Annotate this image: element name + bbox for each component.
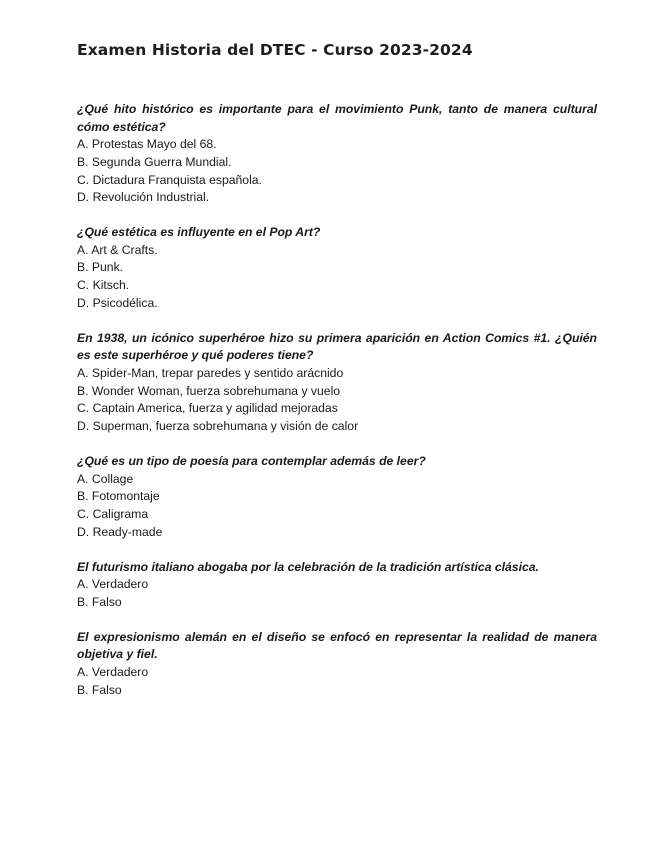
question-3 bbox=[77, 330, 597, 436]
answer-options bbox=[77, 576, 597, 612]
question-text: El expresionismo alemán en el diseño se enfocó en representar la realidad de manera objetiva y fiel. bbox=[77, 629, 597, 662]
answer-options bbox=[77, 242, 597, 313]
option-d: D. Superman, fuerza sobrehumana y visión de calor bbox=[77, 419, 359, 434]
question-list bbox=[77, 101, 597, 716]
question-4 bbox=[77, 453, 597, 542]
option-a: A. Verdadero bbox=[77, 664, 149, 679]
document-title: Examen Historia del DTEC - Curso 2023-2024 bbox=[77, 41, 473, 59]
option-b: B. Fotomontaje bbox=[77, 489, 160, 504]
option-b: B. Wonder Woman, fuerza sobrehumana y vuelo bbox=[77, 383, 341, 398]
question-text: En 1938, un icónico superhéroe hizo su primera aparición en Action Comics #1. ¿Quién es este superhéroe y qué poderes tiene? bbox=[77, 330, 597, 363]
option-a: A. Collage bbox=[77, 471, 134, 486]
option-c: C. Dictadura Franquista española. bbox=[77, 172, 262, 187]
answer-options bbox=[77, 664, 597, 700]
option-d: D. Psicodélica. bbox=[77, 296, 158, 311]
option-d: D. Ready-made bbox=[77, 524, 163, 539]
question-text: ¿Qué hito histórico es importante para el movimiento Punk, tanto de manera cultural cómo estética? bbox=[77, 102, 597, 134]
answer-options bbox=[77, 365, 597, 436]
question-2 bbox=[77, 224, 597, 313]
question-text: El futurismo italiano abogaba por la celebración de la tradición artística clásica. bbox=[77, 559, 539, 574]
option-c: C. Kitsch. bbox=[77, 278, 130, 293]
option-c: C. Caligrama bbox=[77, 507, 149, 522]
question-5 bbox=[77, 559, 597, 612]
answer-options bbox=[77, 471, 597, 542]
question-text: ¿Qué estética es influyente en el Pop Art? bbox=[77, 225, 321, 240]
option-d: D. Revolución Industrial. bbox=[77, 190, 210, 205]
option-a: A. Verdadero bbox=[77, 577, 149, 592]
question-6 bbox=[77, 629, 597, 700]
option-b: B. Segunda Guerra Mundial. bbox=[77, 154, 232, 169]
option-b: B. Falso bbox=[77, 682, 122, 697]
question-text: ¿Qué es un tipo de poesía para contemplar además de leer? bbox=[77, 454, 426, 469]
option-b: B. Punk. bbox=[77, 260, 124, 275]
option-a: A. Art & Crafts. bbox=[77, 242, 158, 257]
option-b: B. Falso bbox=[77, 595, 122, 610]
option-c: C. Captain America, fuerza y agilidad mejoradas bbox=[77, 401, 338, 416]
answer-options bbox=[77, 136, 597, 207]
question-1 bbox=[77, 101, 597, 207]
option-a: A. Protestas Mayo del 68. bbox=[77, 137, 217, 151]
option-a: A. Spider-Man, trepar paredes y sentido arácnido bbox=[77, 365, 344, 380]
